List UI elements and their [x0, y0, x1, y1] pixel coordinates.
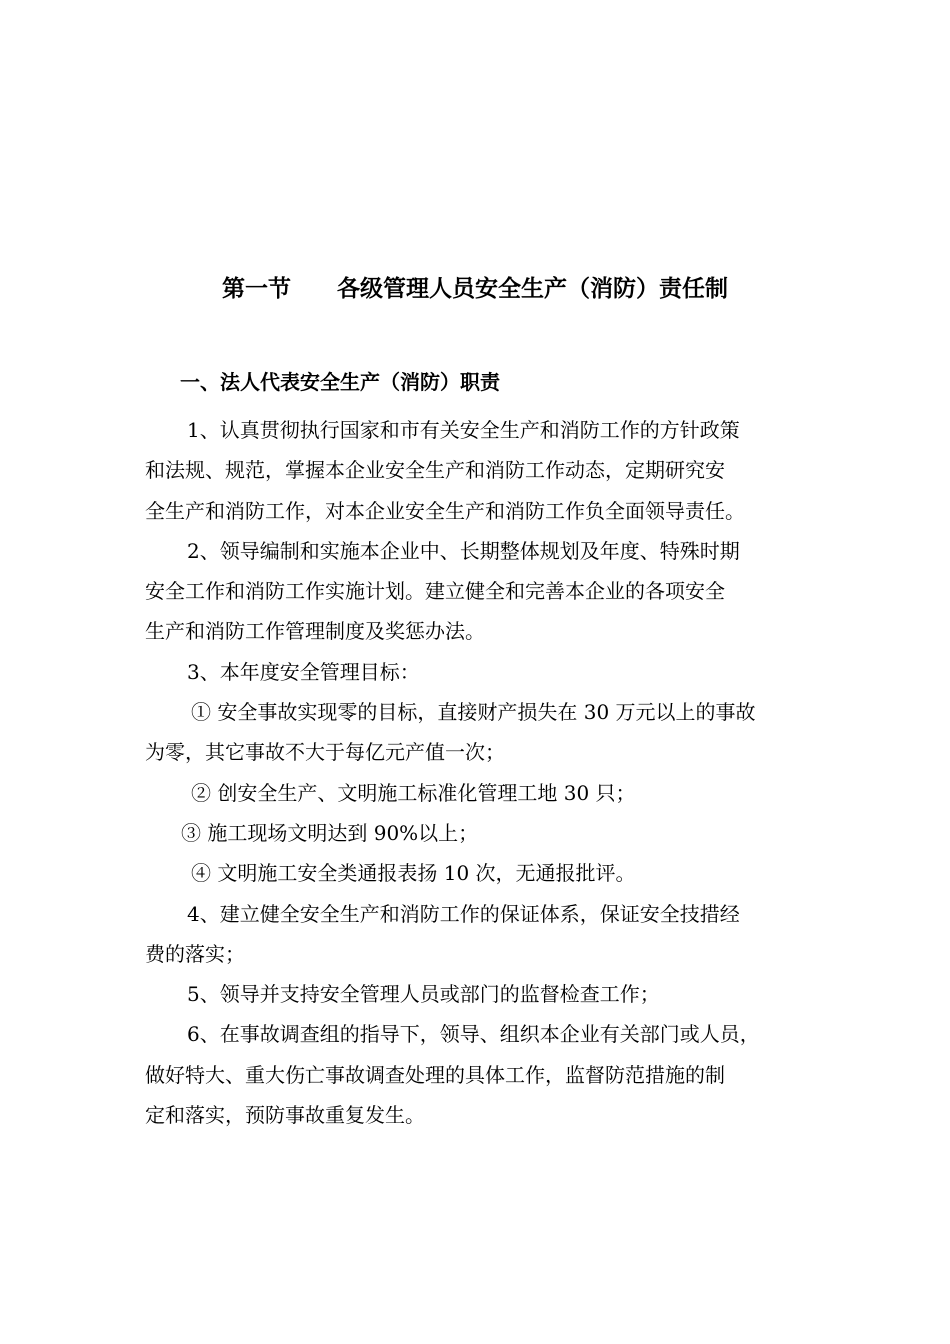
paragraph-line: 做好特大、重大伤亡事故调查处理的具体工作，监督防范措施的制 [145, 1062, 725, 1087]
section-heading: 一、法人代表安全生产（消防）职责 [180, 370, 500, 394]
paragraph-line: ③ 施工现场文明达到 90%以上； [181, 820, 479, 845]
document-body [145, 410, 825, 1135]
paragraph-line: ② 创安全生产、文明施工标准化管理工地 30 只； [191, 780, 636, 805]
page-title: 第一节 各级管理人员安全生产（消防）责任制 [222, 276, 728, 302]
paragraph-line: 安全工作和消防工作实施计划。建立健全和完善本企业的各项安全 [145, 579, 725, 604]
paragraph-line: 费的落实； [145, 941, 245, 966]
paragraph-line: 6、在事故调查组的指导下，领导、组织本企业有关部门或人员， [187, 1022, 760, 1047]
paragraph-line: 5、领导并支持安全管理人员或部门的监督检查工作； [187, 982, 660, 1007]
paragraph-line: 4、建立健全安全生产和消防工作的保证体系，保证安全技措经 [187, 901, 740, 926]
paragraph-line: ① 安全事故实现零的目标，直接财产损失在 30 万元以上的事故 [191, 700, 756, 725]
paragraph-line: ④ 文明施工安全类通报表扬 10 次，无通报批评。 [191, 861, 636, 886]
paragraph-line: 全生产和消防工作，对本企业安全生产和消防工作负全面领导责任。 [145, 498, 745, 523]
paragraph-line: 1、认真贯彻执行国家和市有关安全生产和消防工作的方针政策 [187, 418, 740, 442]
paragraph-line: 定和落实，预防事故重复发生。 [145, 1103, 425, 1128]
paragraph-line: 和法规、规范，掌握本企业安全生产和消防工作动态，定期研究安 [145, 458, 725, 483]
paragraph-line: 生产和消防工作管理制度及奖惩办法。 [145, 619, 485, 644]
paragraph-line: 2、领导编制和实施本企业中、长期整体规划及年度、特殊时期 [187, 538, 740, 563]
paragraph-line: 为零，其它事故不大于每亿元产值一次； [145, 740, 505, 765]
paragraph-line: 3、本年度安全管理目标： [187, 659, 420, 684]
